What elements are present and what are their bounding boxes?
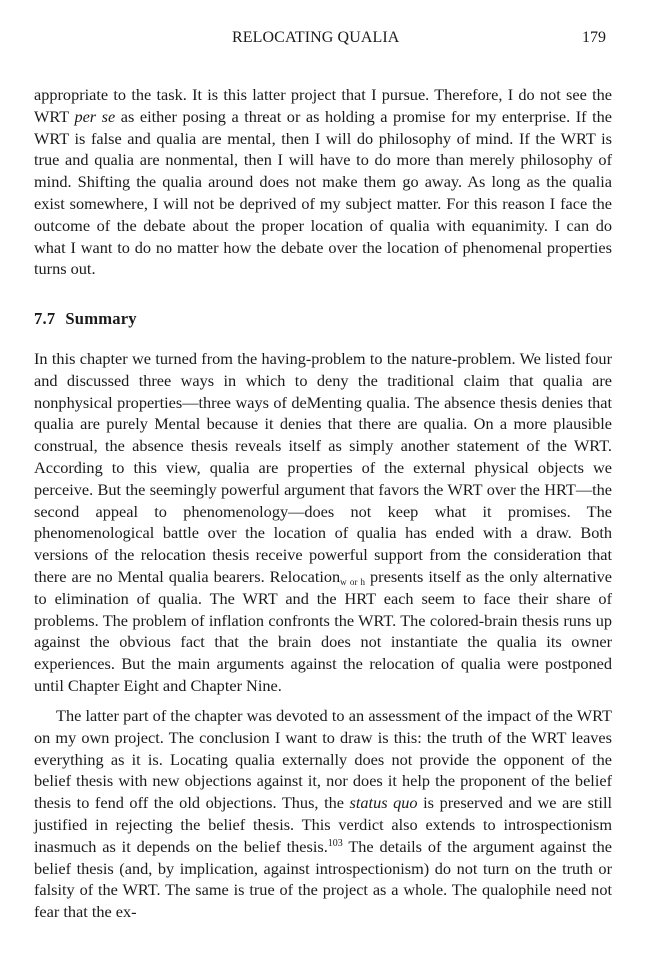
section-title: Summary [65, 309, 137, 328]
paragraph-continuation [34, 84, 612, 280]
text-run: presents itself as the only alternative to elimination of qualia. The WRT and the HRT each seem to face their share of problems. The problem of inflation confronts the WRT. The colored-brain thesis runs up against the obvious fact that the brain does not instantiate the qualia its owner experiences. But the main arguments against the relocation of qualia were postponed until Chapter Eight and Chapter Nine. [34, 566, 613, 695]
italic-text: status quo [349, 793, 418, 813]
summary-paragraph-1 [34, 348, 612, 697]
text-run: The latter part of the chapter was devoted to an assessment of the impact of the WRT on my own project. The conclusion I want to draw is this: the truth of the WRT leaves everything as it is. Locating qualia externally does not provide the opponent of the belief thesis with new objections against it, nor does it help the proponent of the belief thesis to fend off the old objections. Thus, the [34, 706, 612, 813]
italic-text: per se [74, 106, 116, 126]
subscript: w or h [340, 576, 366, 587]
text-run: The details of the argument against the belief thesis (and, by implication, against introspectionism) do not turn on the truth or falsity of the WRT. The same is true of the project as a whole. The qualophile need not fear that the ex- [34, 836, 612, 922]
running-head [0, 29, 650, 51]
section-heading [34, 309, 137, 329]
text-run: appropriate to the task. It is this latter project that I pursue. Therefore, I do not see the WRT [34, 85, 612, 126]
text-run: as either posing a threat or as holding a promise for my enterprise. If the WRT is false and qualia are mental, then I will do philosophy of mind. If the WRT is true and qualia are nonmental, then I will have to do more than merely philosophy of mind. Shifting the qualia around does not make them go away. As long as the qualia exist somewhere, I will not be deprived of my subject matter. For this reason I face the outcome of the debate about the proper location of qualia with equanimity. I can do what I want to do no matter how the debate over the location of phenomenal properties turns out. [34, 106, 612, 279]
summary-paragraph-2 [34, 705, 612, 923]
text-run: In this chapter we turned from the having-problem to the nature-problem. We listed four and discussed three ways in which to deny the traditional claim that qualia are nonphysical properties—three ways of deMenting qualia. The absence thesis denies that qualia are purely Mental because it denies that there are qualia. On a more plausible construal, the absence thesis reveals itself as simply another statement of the WRT. According to this view, qualia are properties of the external physical objects we perceive. But the seemingly powerful argument that favors the WRT over the HRT—the second appeal to phenomenology—does not keep what it promises. The phenomenological battle over the location of qualia has ended with a draw. Both versions of the relocation thesis receive powerful support from the consideration that there are no Mental qualia bearers. Relocation [34, 349, 612, 586]
text-run: is preserved and we are still justified in rejecting the belief thesis. This verdict also extends to introspectionism inasmuch as it depends on the belief thesis. [34, 793, 613, 856]
footnote-marker: 103 [327, 837, 343, 849]
page-number: 179 [582, 29, 606, 46]
running-head-title: RELOCATING QUALIA [232, 29, 400, 46]
section-number: 7.7 [34, 309, 56, 328]
